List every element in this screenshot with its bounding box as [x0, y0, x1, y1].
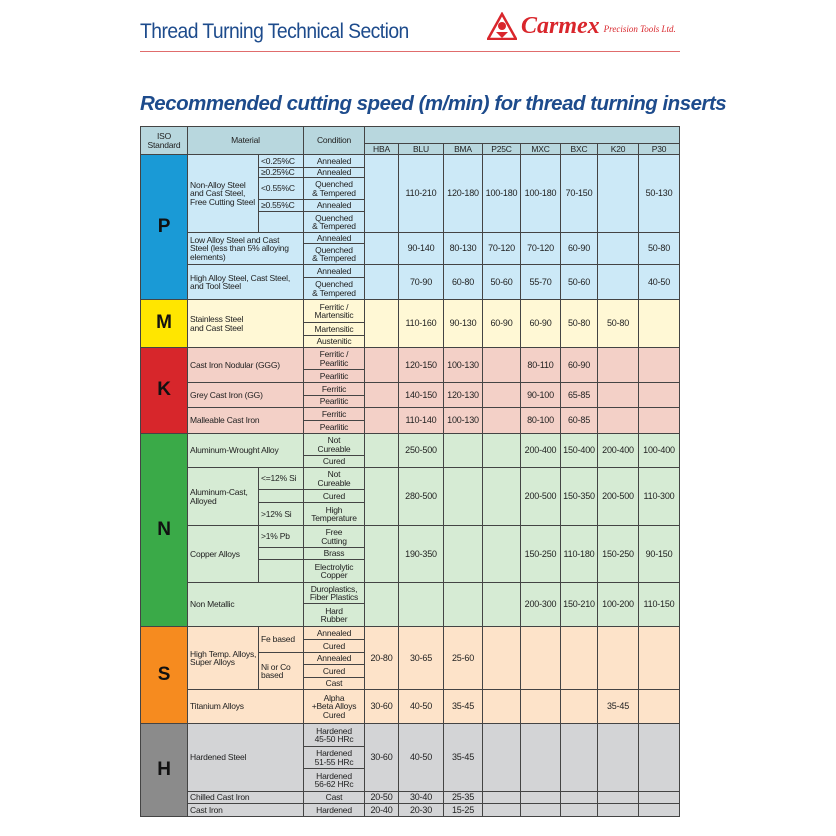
speed-cell-mxc: 55-70 — [521, 265, 561, 300]
condition-cell: Ferritic / Martensitic — [304, 300, 365, 323]
condition-cell: Cured — [304, 490, 365, 503]
cutting-speed-table — [140, 126, 680, 817]
speed-cell-k20: 50-80 — [598, 300, 639, 348]
header-grade-bma: BMA — [444, 144, 483, 155]
speed-cell-bxc — [561, 804, 598, 817]
sub-material-cell: <0.25%C — [259, 155, 304, 168]
speed-cell-k20: 35-45 — [598, 690, 639, 724]
speed-cell-k20 — [598, 155, 639, 233]
sub-material-cell — [259, 490, 304, 503]
speed-cell-hba — [365, 300, 399, 348]
speed-cell-bxc: 60-90 — [561, 348, 598, 383]
speed-cell-bma — [444, 468, 483, 526]
speed-cell-bxc — [561, 792, 598, 804]
speed-cell-p30: 50-130 — [639, 155, 680, 233]
condition-cell: Hardened — [304, 804, 365, 817]
header-grade-p30: P30 — [639, 144, 680, 155]
condition-cell: Hard Rubber — [304, 604, 365, 627]
iso-group-n: N — [141, 434, 188, 627]
speed-cell-k20: 200-500 — [598, 468, 639, 526]
material-cell: Low Alloy Steel and Cast Steel (less than 5% alloying elements) — [188, 233, 304, 265]
speed-cell-blu: 30-65 — [399, 627, 444, 690]
speed-cell-p25c — [483, 690, 521, 724]
speed-cell-k20 — [598, 627, 639, 690]
condition-cell: Annealed — [304, 627, 365, 640]
speed-cell-mxc: 70-120 — [521, 233, 561, 265]
speed-cell-blu: 40-50 — [399, 724, 444, 792]
speed-cell-bxc: 60-90 — [561, 233, 598, 265]
speed-cell-bma: 60-80 — [444, 265, 483, 300]
speed-cell-bma: 100-130 — [444, 408, 483, 434]
iso-group-m: M — [141, 300, 188, 348]
speed-cell-mxc: 200-500 — [521, 468, 561, 526]
header-grade-bxc: BXC — [561, 144, 598, 155]
speed-cell-p30 — [639, 383, 680, 408]
speed-cell-k20 — [598, 724, 639, 792]
sub-material-cell — [259, 212, 304, 233]
speed-cell-k20 — [598, 408, 639, 434]
speed-cell-p30: 110-300 — [639, 468, 680, 526]
speed-cell-k20 — [598, 383, 639, 408]
speed-cell-bma — [444, 526, 483, 583]
speed-cell-mxc: 100-180 — [521, 155, 561, 233]
speed-cell-blu: 110-210 — [399, 155, 444, 233]
speed-cell-p30: 40-50 — [639, 265, 680, 300]
speed-cell-bma: 15-25 — [444, 804, 483, 817]
speed-cell-hba — [365, 265, 399, 300]
condition-cell: Ferritic / Pearlitic — [304, 348, 365, 370]
speed-cell-mxc: 200-400 — [521, 434, 561, 468]
speed-cell-bxc: 50-60 — [561, 265, 598, 300]
material-cell: Non Metallic — [188, 583, 304, 627]
condition-cell: Electrolytic Copper — [304, 560, 365, 583]
speed-cell-k20 — [598, 265, 639, 300]
speed-cell-bxc — [561, 690, 598, 724]
condition-cell: Annealed — [304, 265, 365, 278]
condition-cell: Ferritic — [304, 383, 365, 396]
carmex-logo-icon — [487, 12, 517, 40]
speed-cell-p25c — [483, 468, 521, 526]
condition-cell: Quenched & Tempered — [304, 278, 365, 300]
speed-cell-mxc — [521, 792, 561, 804]
speed-cell-p30 — [639, 724, 680, 792]
sub-material-cell: <0.55%C — [259, 178, 304, 200]
speed-cell-hba — [365, 383, 399, 408]
material-cell: Hardened Steel — [188, 724, 304, 792]
material-cell: Copper Alloys — [188, 526, 259, 583]
speed-cell-mxc — [521, 724, 561, 792]
speed-cell-bma: 80-130 — [444, 233, 483, 265]
condition-cell: Cured — [304, 665, 365, 678]
speed-cell-p25c: 60-90 — [483, 300, 521, 348]
speed-cell-blu: 40-50 — [399, 690, 444, 724]
condition-cell: Pearlitic — [304, 396, 365, 408]
speed-cell-hba — [365, 348, 399, 383]
speed-cell-bxc — [561, 724, 598, 792]
speed-cell-bma: 25-60 — [444, 627, 483, 690]
sub-material-cell: ≥0.25%C — [259, 168, 304, 178]
material-cell: Titanium Alloys — [188, 690, 304, 724]
speed-cell-p25c — [483, 804, 521, 817]
condition-cell: Annealed — [304, 233, 365, 244]
header-grade-k20: K20 — [598, 144, 639, 155]
speed-cell-p30: 50-80 — [639, 233, 680, 265]
speed-cell-p25c — [483, 724, 521, 792]
speed-cell-bxc: 50-80 — [561, 300, 598, 348]
condition-cell: Not Cureable — [304, 468, 365, 490]
speed-cell-hba — [365, 408, 399, 434]
condition-cell: Pearlitic — [304, 370, 365, 383]
sub-material-cell: >12% Si — [259, 503, 304, 526]
speed-cell-mxc — [521, 627, 561, 690]
speed-cell-hba: 30-60 — [365, 724, 399, 792]
speed-cell-bma — [444, 434, 483, 468]
speed-cell-hba: 20-40 — [365, 804, 399, 817]
condition-cell: Hardened 56-62 HRc — [304, 769, 365, 792]
speed-cell-p30: 110-150 — [639, 583, 680, 627]
speed-cell-hba — [365, 526, 399, 583]
material-cell: High Temp. Alloys, Super Alloys — [188, 627, 259, 690]
speed-cell-bxc: 150-210 — [561, 583, 598, 627]
speed-cell-bxc — [561, 627, 598, 690]
material-cell: Cast Iron Nodular (GGG) — [188, 348, 304, 383]
material-cell: Non-Alloy Steel and Cast Steel, Free Cutting Steel — [188, 155, 259, 233]
speed-cell-mxc: 200-300 — [521, 583, 561, 627]
condition-cell: Not Cureable — [304, 434, 365, 456]
speed-cell-blu: 110-160 — [399, 300, 444, 348]
speed-cell-p30: 100-400 — [639, 434, 680, 468]
header-iso-standard: ISO Standard — [141, 127, 188, 155]
speed-cell-hba: 20-80 — [365, 627, 399, 690]
speed-cell-p30 — [639, 627, 680, 690]
speed-cell-hba — [365, 583, 399, 627]
speed-cell-k20: 150-250 — [598, 526, 639, 583]
iso-group-k: K — [141, 348, 188, 434]
speed-cell-blu: 120-150 — [399, 348, 444, 383]
speed-cell-bma: 35-45 — [444, 724, 483, 792]
speed-cell-blu: 280-500 — [399, 468, 444, 526]
condition-cell: Cured — [304, 456, 365, 468]
speed-cell-bma: 35-45 — [444, 690, 483, 724]
speed-cell-bxc: 60-85 — [561, 408, 598, 434]
material-cell: Chilled Cast Iron — [188, 792, 304, 804]
speed-cell-blu: 190-350 — [399, 526, 444, 583]
condition-cell: Free Cutting — [304, 526, 365, 548]
speed-cell-p25c — [483, 627, 521, 690]
speed-cell-bma: 120-130 — [444, 383, 483, 408]
condition-cell: Annealed — [304, 155, 365, 168]
speed-cell-k20 — [598, 792, 639, 804]
header-grades-band — [365, 127, 680, 144]
iso-group-h: H — [141, 724, 188, 817]
condition-cell: Annealed — [304, 653, 365, 665]
speed-cell-p30 — [639, 348, 680, 383]
speed-cell-bma: 100-130 — [444, 348, 483, 383]
condition-cell: Cast — [304, 792, 365, 804]
condition-cell: Martensitic — [304, 323, 365, 336]
speed-cell-mxc: 80-100 — [521, 408, 561, 434]
header-grade-blu: BLU — [399, 144, 444, 155]
speed-cell-blu: 20-30 — [399, 804, 444, 817]
speed-cell-mxc: 60-90 — [521, 300, 561, 348]
speed-cell-blu: 140-150 — [399, 383, 444, 408]
material-cell: Malleable Cast Iron — [188, 408, 304, 434]
condition-cell: Hardened 51-55 HRc — [304, 747, 365, 769]
speed-cell-hba: 20-50 — [365, 792, 399, 804]
iso-group-s: S — [141, 627, 188, 724]
sub-material-cell: >1% Pb — [259, 526, 304, 548]
speed-cell-mxc — [521, 804, 561, 817]
speed-cell-p25c — [483, 408, 521, 434]
speed-cell-p25c: 100-180 — [483, 155, 521, 233]
speed-cell-k20: 100-200 — [598, 583, 639, 627]
speed-cell-p25c — [483, 434, 521, 468]
speed-cell-p30 — [639, 804, 680, 817]
speed-cell-bma: 120-180 — [444, 155, 483, 233]
material-cell: Cast Iron — [188, 804, 304, 817]
speed-cell-k20 — [598, 348, 639, 383]
header-grade-mxc: MXC — [521, 144, 561, 155]
speed-cell-p25c — [483, 526, 521, 583]
speed-cell-hba — [365, 468, 399, 526]
material-cell: High Alloy Steel, Cast Steel, and Tool Steel — [188, 265, 304, 300]
header-material: Material — [188, 127, 304, 155]
speed-cell-mxc — [521, 690, 561, 724]
speed-cell-p25c — [483, 383, 521, 408]
speed-cell-hba: 30-60 — [365, 690, 399, 724]
condition-cell: Cast — [304, 678, 365, 690]
speed-cell-mxc: 90-100 — [521, 383, 561, 408]
speed-cell-blu: 90-140 — [399, 233, 444, 265]
speed-cell-mxc: 80-110 — [521, 348, 561, 383]
material-cell: Grey Cast Iron (GG) — [188, 383, 304, 408]
condition-cell: Cured — [304, 640, 365, 653]
speed-cell-bxc: 150-400 — [561, 434, 598, 468]
brand-subtitle: Precision Tools Ltd. — [603, 24, 676, 34]
speed-cell-hba — [365, 233, 399, 265]
speed-cell-p25c — [483, 348, 521, 383]
speed-cell-p25c: 50-60 — [483, 265, 521, 300]
page-headline: Recommended cutting speed (m/min) for thread turning inserts — [140, 92, 727, 115]
condition-cell: Duroplastics, Fiber Plastics — [304, 583, 365, 604]
speed-cell-blu: 110-140 — [399, 408, 444, 434]
speed-cell-blu: 30-40 — [399, 792, 444, 804]
header-rule — [140, 51, 680, 52]
header-grade-p25c: P25C — [483, 144, 521, 155]
speed-cell-bxc: 70-150 — [561, 155, 598, 233]
condition-cell: Ferritic — [304, 408, 365, 421]
sub-material-cell — [259, 548, 304, 560]
header-grade-hba: HBA — [365, 144, 399, 155]
condition-cell: Austenitic — [304, 336, 365, 348]
condition-cell: Pearlitic — [304, 421, 365, 434]
sub-material-cell: Fe based — [259, 627, 304, 653]
condition-cell: Annealed — [304, 200, 365, 212]
condition-cell: Alpha +Beta Alloys Cured — [304, 690, 365, 724]
header-condition: Condition — [304, 127, 365, 155]
speed-cell-p30 — [639, 408, 680, 434]
material-cell: Aluminum-Cast, Alloyed — [188, 468, 259, 526]
speed-cell-k20 — [598, 804, 639, 817]
speed-cell-p30 — [639, 690, 680, 724]
sub-material-cell: Ni or Co based — [259, 653, 304, 690]
speed-cell-p25c — [483, 583, 521, 627]
speed-cell-mxc: 150-250 — [521, 526, 561, 583]
speed-cell-p30 — [639, 792, 680, 804]
speed-cell-blu: 250-500 — [399, 434, 444, 468]
condition-cell: Hardened 45-50 HRc — [304, 724, 365, 747]
speed-cell-k20: 200-400 — [598, 434, 639, 468]
section-title: Thread Turning Technical Section — [140, 20, 409, 43]
speed-cell-hba — [365, 434, 399, 468]
condition-cell: Annealed — [304, 168, 365, 178]
speed-cell-p25c — [483, 792, 521, 804]
sub-material-cell — [259, 560, 304, 583]
speed-cell-p30 — [639, 300, 680, 348]
speed-cell-bxc: 150-350 — [561, 468, 598, 526]
speed-cell-blu — [399, 583, 444, 627]
iso-group-p: P — [141, 155, 188, 300]
sub-material-cell: ≥0.55%C — [259, 200, 304, 212]
speed-cell-p30: 90-150 — [639, 526, 680, 583]
speed-cell-bma — [444, 583, 483, 627]
speed-cell-k20 — [598, 233, 639, 265]
condition-cell: Quenched & Tempered — [304, 212, 365, 233]
brand-name: Carmex — [521, 13, 600, 39]
condition-cell: Brass — [304, 548, 365, 560]
carmex-logo — [487, 12, 676, 40]
material-cell: Stainless Steel and Cast Steel — [188, 300, 304, 348]
speed-cell-bma: 25-35 — [444, 792, 483, 804]
speed-cell-bxc: 110-180 — [561, 526, 598, 583]
condition-cell: Quenched & Tempered — [304, 244, 365, 265]
condition-cell: Quenched & Tempered — [304, 178, 365, 200]
speed-cell-blu: 70-90 — [399, 265, 444, 300]
material-cell: Aluminum-Wrought Alloy — [188, 434, 304, 468]
speed-cell-bma: 90-130 — [444, 300, 483, 348]
speed-cell-p25c: 70-120 — [483, 233, 521, 265]
condition-cell: High Temperature — [304, 503, 365, 526]
speed-cell-hba — [365, 155, 399, 233]
sub-material-cell: <=12% Si — [259, 468, 304, 490]
speed-cell-bxc: 65-85 — [561, 383, 598, 408]
